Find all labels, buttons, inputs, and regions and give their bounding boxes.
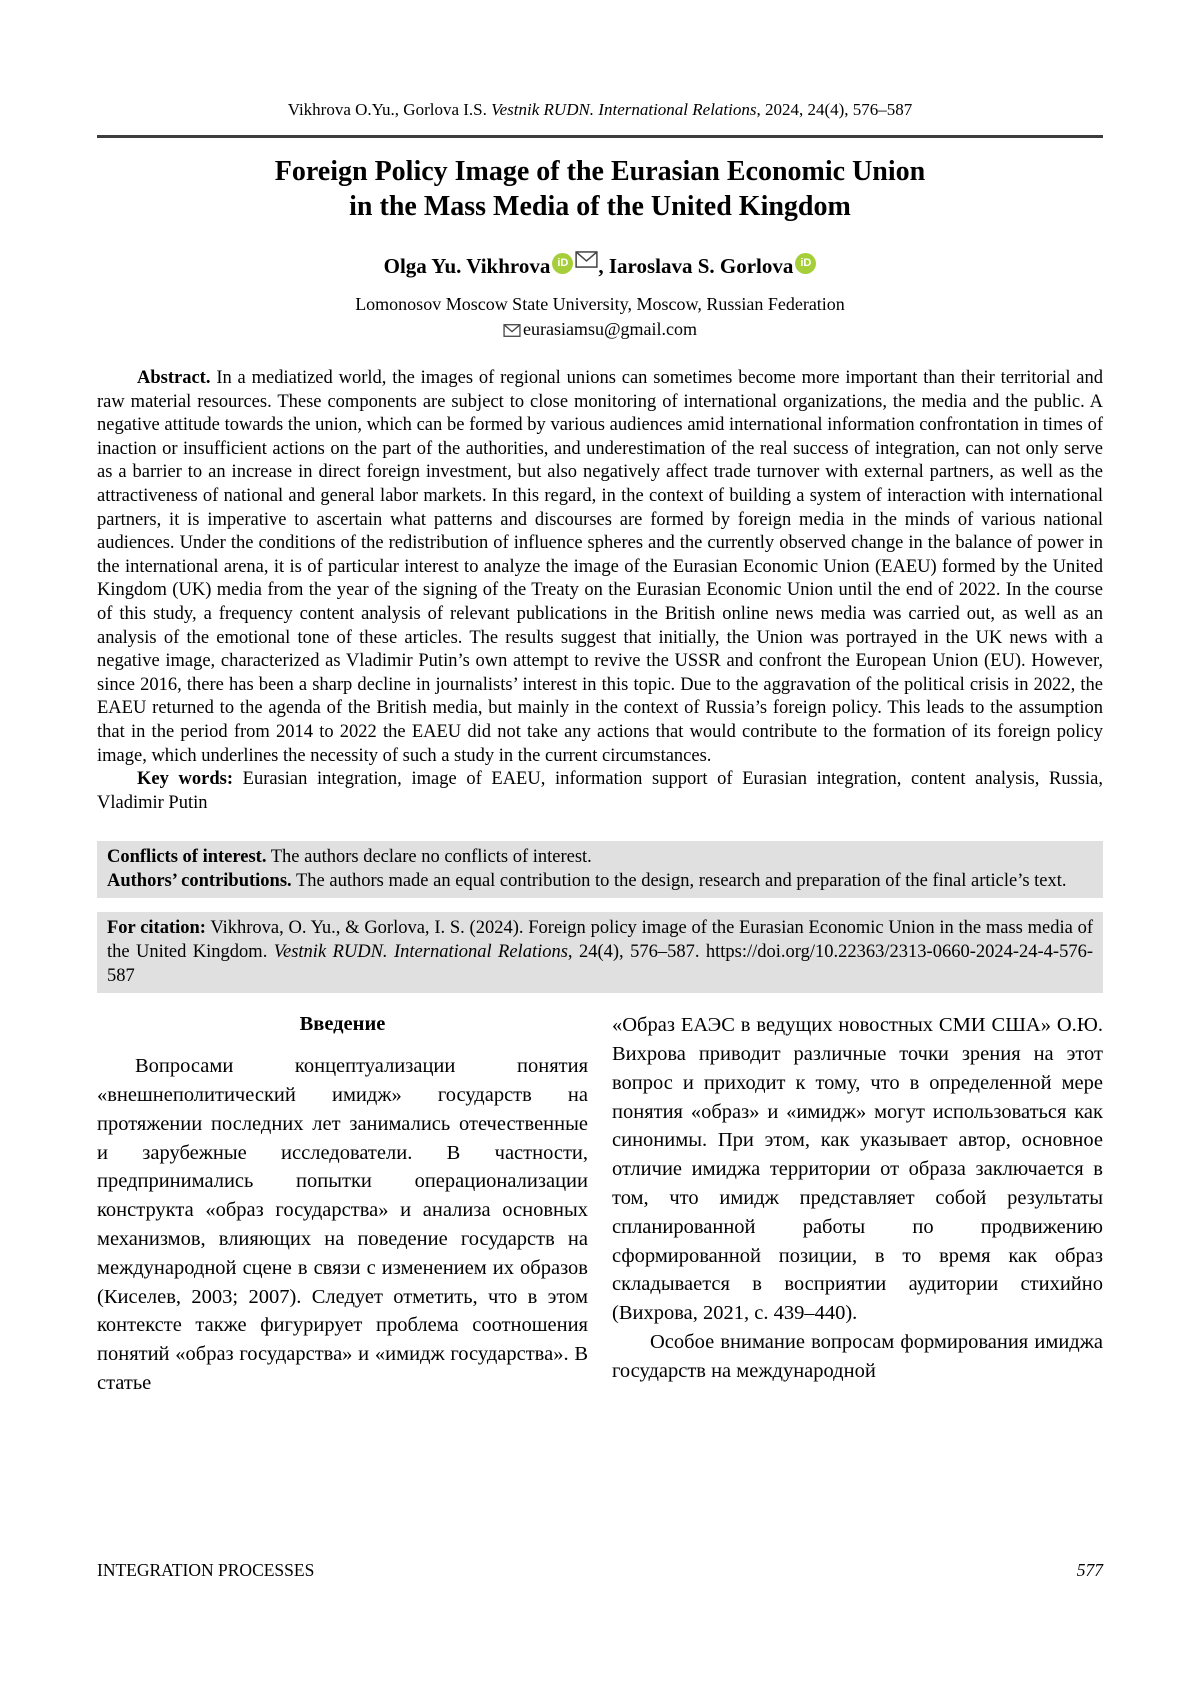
email-address[interactable]: eurasiamsu@gmail.com [522,319,698,339]
contributions-label: Authors’ contributions. [107,870,292,891]
for-citation-text-end: , 24(4), 576–587. https://doi.org/10.22363/2313-0660-2024-24-4-576-587 [107,942,1093,986]
author-2-name: Iaroslava S. Gorlova [608,254,794,278]
article-title-line1: Foreign Policy Image of the Eurasian Economic Union [274,156,926,187]
body-paragraph: Особое внимание вопросам формирования имиджа государств на международной [612,1331,1103,1382]
email-icon[interactable] [503,320,521,342]
email-icon[interactable] [575,246,598,276]
conflicts-label: Conflicts of interest. [107,847,267,868]
email-line [97,318,1103,342]
running-head [97,100,1103,120]
contributions-text: The authors made an equal contribution to the design, research and preparation of the final article’s text. [295,870,1067,891]
author-1-name: Olga Yu. Vikhrova [383,254,551,278]
page-number: 577 [1076,1560,1103,1580]
authors-line [97,246,1103,281]
article-title-line2: in the Mass Media of the United Kingdom [349,191,851,222]
right-column [612,1011,1103,1398]
authors-separator: , [598,254,609,278]
header-rule [97,135,1103,138]
abstract-label: Abstract. [137,368,211,388]
article-title [97,154,1103,224]
page-footer [97,1560,1103,1581]
for-citation-label: For citation: [107,918,206,939]
two-column-body [97,1011,1103,1398]
keywords-label: Key words: [137,769,233,790]
for-citation-box [97,912,1103,993]
abstract-paragraph [97,367,1103,768]
keywords-text: Eurasian integration, image of EAEU, information support of Eurasian integration, content analysis, Russia, Vladimir Putin [97,769,1104,813]
running-head-tail: , 2024, 24(4), 576–587 [756,100,913,119]
keywords-paragraph [97,768,1103,815]
contributions-line [107,870,1093,894]
for-citation-journal: Vestnik RUDN. International Relations [273,942,568,963]
abstract-text: In a mediatized world, the images of regional unions can sometimes become more important than their territorial and raw material resources. These components are subject to close monitoring of international organizations, the media and the public. A negative attitude towards the union, which can be formed by various audiences amid international information confrontation in times of inaction or insufficient actions on the part of the authorities, and underestimation of the real success of integration, can not only serve as a barrier to an increase in direct foreign investment, but also negatively affect trade turnover with external partners, as well as the attractiveness of national and general labor markets. In this regard, in the context of building a system of interaction with international partners, it is imperative to ascertain what patterns and discourses are formed by foreign media in the minds of various national audiences. Under the conditions of the redistribution of influence spheres and the currently observed change in the balance of power in the international arena, it is of particular interest to analyze the image of the Eurasian Economic Union (EAEU) formed by the United Kingdom (UK) media from the year of the signing of the Treaty on the Eurasian Economic Union until the end of 2022. In the course of this study, a frequency content analysis of relevant publications in the British online news media was carried out, as well as an analysis of the emotional tone of these articles. The results suggest that initially, the Union was portrayed in the UK news with a negative image, characterized as Vladimir Putin’s own attempt to revive the USSR and confront the European Union (EU). However, since 2016, there has been a sharp decline in journalists’ interest in this topic. Due to the aggravation of the political crisis in 2022, the EAEU returned to the agenda of the British media, but mainly in the context of Russia’s foreign policy. This leads to the assumption that in the period from 2014 to 2022 the EAEU did not take any actions that would contribute to the formation of its foreign policy image, which underlines the necessity of such a study in the current circumstances. [97,368,1104,766]
footer-section-title: INTEGRATION PROCESSES [97,1560,315,1580]
intro-paragraph: Вопросами концептуализации понятия «внешнеполитический имидж» государств на протяжении последних лет занимались отечественные и зарубежные исследователи. В частности, предпринимались попытки операционализации конструкта «образ государства» и анализа основных механизмов, влияющих на поведение государств на международной сцене в связи с изменением их образов (Киселев, 2003; 2007). Следует отметить, что в этом контексте также фигурирует проблема соотношения понятий «образ государства» и «имидж государства». В статье [97,1055,588,1395]
orcid-icon[interactable]: iD [795,253,816,274]
left-column [97,1011,588,1398]
running-head-journal: Vestnik RUDN. International Relations [491,100,757,119]
conflicts-text: The authors declare no conflicts of interest. [270,847,592,868]
orcid-icon[interactable]: iD [552,253,573,274]
conflicts-notice-box [97,841,1103,898]
affiliation: Lomonosov Moscow State University, Moscow, Russian Federation [355,294,845,314]
for-citation-text-start: Vikhrova, O. Yu., & Gorlova, I. S. (2024). Foreign policy image of the Eurasian Economic Union in the mass media of the United Kingdom. [107,918,1093,963]
section-heading-introduction: Введение [299,1013,386,1036]
for-citation-line [107,917,1093,988]
conflicts-line [107,846,1093,870]
running-head-authors: Vikhrova O.Yu., Gorlova I.S. [287,100,492,119]
continuation-paragraph: «Образ ЕАЭС в ведущих новостных СМИ США» О.Ю. Вихрова приводит различные точки зрения на этот вопрос и приходит к тому, что в определенной мере понятия «образ» и «имидж» могут использоваться как синонимы. При этом, как указывает автор, основное отличие имиджа территории от образа заключается в том, что имидж представляет собой результаты спланированной работы по продвижению сформированной позиции, в то время как образ складывается в восприятии аудитории стихийно (Вихрова, 2021, с. 439–440). [612,1014,1103,1325]
